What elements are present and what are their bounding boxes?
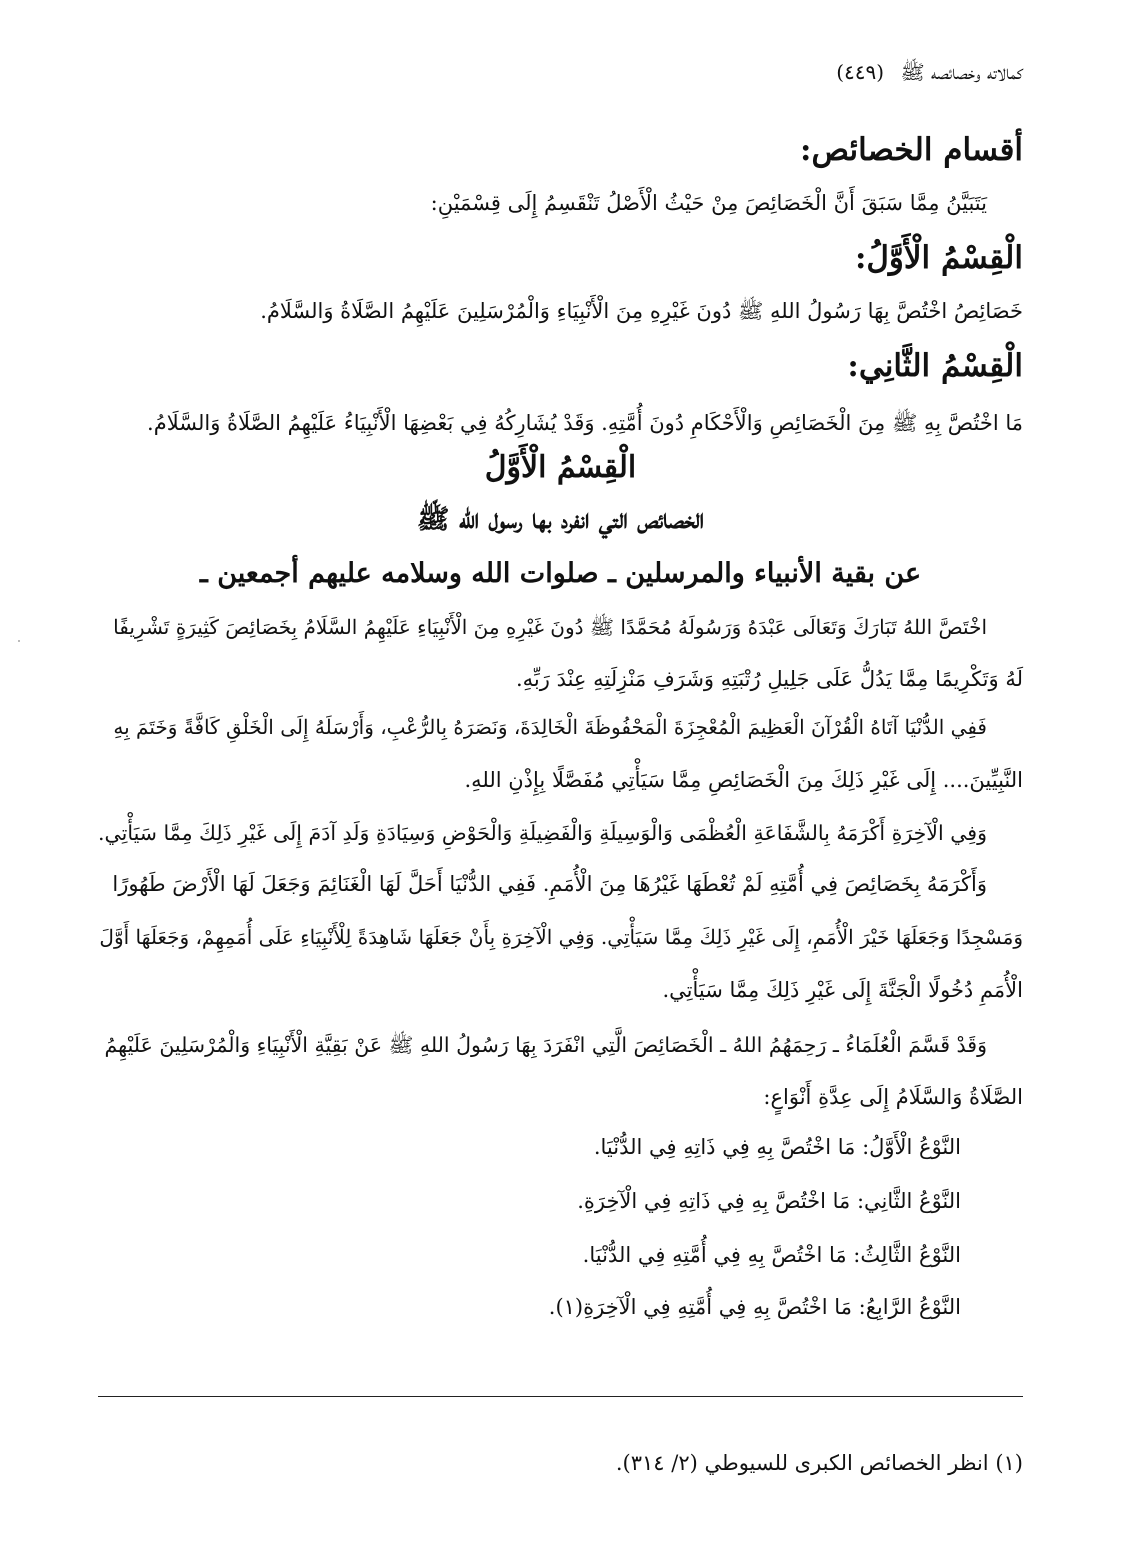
part1-text: خَصَائِصُ اخْتُصَّ بِهَا رَسُولُ اللهِ ﷺ دُونَ غَيْرِهِ مِنَ الْأَنْبِيَاءِ وَالْمُرْسَلِينَ عَلَيْهِمُ الصَّلَاةُ وَالسَّلَامُ. [260, 299, 1023, 323]
list-item: النَّوْعُ الْأَوَّلُ: مَا اخْتُصَّ بِهِ فِي ذَاتِهِ فِي الدُّنْيَا. [593, 1135, 961, 1159]
chapter-subtitle-1: الخصائص التي انفرد بها رسول الله ﷺ [416, 504, 705, 535]
chapter-subtitle-2: عن بقية الأنبياء والمرسلين ـ صلوات الله وسلامه عليهم أجمعين ـ [199, 558, 922, 589]
paragraph-5-line-2: الصَّلَاةُ وَالسَّلَامُ إِلَى عِدَّةِ أَنْوَاعٍ: [763, 1085, 1023, 1109]
part2-text: مَا اخْتُصَّ بِهِ ﷺ مِنَ الْخَصَائِصِ وَالْأَحْكَامِ دُونَ أُمَّتِهِ. وَقَدْ يُشَارِكُهُ فِي بَعْضِهَا الْأَنْبِيَاءُ عَلَيْهِمُ الصَّلَاةُ وَالسَّلَامُ. [147, 411, 1023, 435]
paragraph-5-line-1: وَقَدْ قَسَّمَ الْعُلَمَاءُ ـ رَحِمَهُمُ اللهُ ـ الْخَصَائِصَ الَّتِي انْفَرَدَ بِهَا رَسُولُ اللهِ ﷺ عَنْ بَقِيَّةِ الْأَنْبِيَاءِ وَالْمُرْسَلِينَ عَلَيْهِمُ [104, 1033, 987, 1057]
paragraph-4-line-2: وَمَسْجِدًا وَجَعَلَهَا خَيْرَ الْأُمَمِ، إِلَى غَيْرِ ذَلِكَ مِمَّا سَيَأْتِي. وَفِي الْآخِرَةِ بِأَنْ جَعَلَهَا شَاهِدَةً لِلْأَنْبِيَاءِ عَلَى أُمَمِهِمْ، وَجَعَلَهَا أَوَّلَ [99, 925, 1023, 949]
list-item: النَّوْعُ الرَّابِعُ: مَا اخْتُصَّ بِهِ فِي أُمَّتِهِ فِي الْآخِرَةِ(١). [548, 1295, 961, 1319]
footnote-divider [98, 1396, 1023, 1397]
list-item: النَّوْعُ الثَّالِثُ: مَا اخْتُصَّ بِهِ فِي أُمَّتِهِ فِي الدُّنْيَا. [582, 1243, 961, 1267]
paragraph-2-line-2: النَّبِيِّينَ.... إِلَى غَيْرِ ذَلِكَ مِنَ الْخَصَائِصِ مِمَّا سَيَأْتِي مُفَصَّلًا بِإِذْنِ اللهِ. [464, 768, 1023, 792]
list-item: النَّوْعُ الثَّانِي: مَا اخْتُصَّ بِهِ فِي ذَاتِهِ فِي الْآخِرَةِ. [577, 1189, 961, 1213]
paragraph-1-line-1: اخْتَصَّ اللهُ تَبَارَكَ وَتَعَالَى عَبْدَهُ وَرَسُولَهُ مُحَمَّدًا ﷺ دُونَ غَيْرِهِ مِنَ الْأَنْبِيَاءِ عَلَيْهِمُ السَّلَامُ بِخَصَائِصَ كَثِيرَةٍ تَشْرِيفًا [113, 615, 987, 639]
running-title: كمالاته وخصائصه ﷺ [900, 60, 1023, 84]
margin-speck [18, 640, 20, 642]
part2-heading: الْقِسْمُ الثَّانِي: [847, 348, 1023, 384]
paragraph-1-line-2: لَهُ وَتَكْرِيمًا مِمَّا يَدُلُّ عَلَى جَلِيلِ رُتْبَتِهِ وَشَرَفِ مَنْزِلَتِهِ عِنْدَ رَبِّهِ. [515, 667, 1023, 691]
part1-heading: الْقِسْمُ الْأَوَّلُ: [854, 240, 1023, 276]
running-header [836, 58, 1023, 86]
page-number: (٤٤٩) [836, 60, 885, 84]
footnote: (١) انظر الخصائص الكبرى للسيوطي (٢/ ٣١٤). [615, 1451, 1023, 1475]
paragraph-3-line-1: وَفِي الْآخِرَةِ أَكْرَمَهُ بِالشَّفَاعَةِ الْعُظْمَى وَالْوَسِيلَةِ وَالْفَضِيلَةِ وَالْحَوْضِ وَسِيَادَةِ وَلَدِ آدَمَ إِلَى غَيْرِ ذَلِكَ مِمَّا سَيَأْتِي. [98, 821, 987, 845]
chapter-title: الْقِسْمُ الْأَوَّلُ [484, 450, 637, 485]
paragraph-2-line-1: فَفِي الدُّنْيَا آتَاهُ الْقُرْآنَ الْعَظِيمَ الْمُعْجِزَةَ الْمَحْفُوظَةَ الْخَالِدَةَ، وَنَصَرَهُ بِالرُّعْبِ، وَأَرْسَلَهُ إِلَى الْخَلْقِ كَافَّةً وَخَتَمَ بِهِ [113, 715, 987, 739]
paragraph-4-line-1: وَأَكْرَمَهُ بِخَصَائِصَ فِي أُمَّتِهِ لَمْ تُعْطَهَا غَيْرُهَا مِنَ الْأُمَمِ. فَفِي الدُّنْيَا أَحَلَّ لَهَا الْغَنَائِمَ وَجَعَلَ لَهَا الْأَرْضَ طَهُورًا [112, 872, 987, 896]
section-heading: أقسام الخصائص: [800, 132, 1023, 168]
paragraph-4-line-3: الْأُمَمِ دُخُولًا الْجَنَّةَ إِلَى غَيْرِ ذَلِكَ مِمَّا سَيَأْتِي. [662, 978, 1023, 1002]
section-intro: يَتَبَيَّنُ مِمَّا سَبَقَ أَنَّ الْخَصَائِصَ مِنْ حَيْثُ الْأَصْلُ تَنْقَسِمُ إِلَى قِسْمَيْنِ: [430, 191, 987, 215]
